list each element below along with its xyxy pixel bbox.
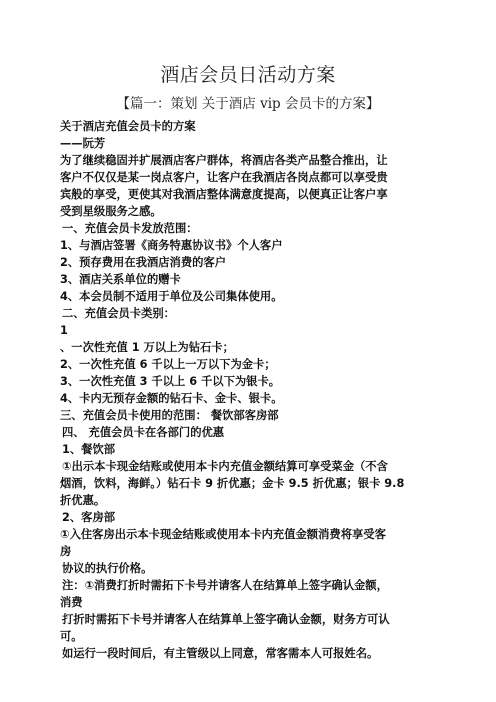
list-item: 、一次性充值 1 万以上为钻石卡； (60, 341, 234, 354)
note-line: 注：①消费打折时需拓下卡号并请客人在结算单上签字确认金额， (62, 579, 388, 592)
list-item: 4、卡内无预存金额的钻石卡、金卡、银卡。 (60, 392, 283, 405)
paragraph-line: 受到星级服务之感。 (60, 205, 162, 218)
list-item: 2、一次性充值 6 千以上一万以下为金卡； (60, 358, 276, 371)
section-heading: 三、充值会员卡使用的范围： 餐饮部客房部 (60, 409, 279, 422)
paragraph-line: 房 (60, 545, 72, 558)
list-item: 2、预存费用在我酒店消费的客户 (60, 256, 227, 269)
author-line: ——阮芳 (60, 137, 106, 150)
document-subtitle: 【篇一：策划 关于酒店 vip 会员卡的方案】 (116, 96, 380, 112)
list-item: 1、餐饮部 (62, 443, 116, 456)
section-heading: 二、充值会员卡类别： (62, 307, 175, 320)
note-line: 打折时需拓下卡号并请客人在结算单上签字确认金额，财务方可认 (62, 613, 390, 626)
paragraph-line: 折优惠。 (60, 494, 106, 507)
note-line: 可。 (60, 630, 83, 643)
list-item: 3、一次性充值 3 千以上 6 千以下为银卡。 (60, 375, 281, 388)
paragraph-line: 为了继续稳固并扩展酒店客户群体，将酒店各类产品整合推出，让 (60, 154, 388, 167)
paragraph-line: 宾般的享受，更使其对我酒店整体满意度提高，以便真正让客户享 (60, 188, 388, 201)
list-item: 4、本会员制不适用于单位及公司集体使用。 (60, 290, 283, 303)
paragraph-line: ①入住客房出示本卡现金结账或使用本卡内充值金额消费将享受客 (60, 528, 386, 541)
section-heading: 一、充值会员卡发放范围： (62, 222, 198, 235)
list-item: 1 (60, 324, 68, 337)
list-item: 2、客房部 (62, 511, 116, 524)
list-item: 3、酒店关系单位的赠卡 (60, 273, 181, 286)
paragraph-line: 客户不仅仅是某一岗点客户，让客户在我酒店各岗点都可以享受贵 (60, 171, 388, 184)
note-line: 消费 (60, 596, 83, 609)
section-heading: 四、 充值会员卡在各部门的优惠 (62, 426, 225, 439)
heading-line: 关于酒店充值会员卡的方案 (60, 120, 196, 133)
paragraph-line: ①出示本卡现金结账或使用本卡内充值金额结算可享受菜金（不含 (62, 460, 388, 473)
paragraph-line: 烟酒，饮料，海鲜。）钻石卡 9 折优惠；金卡 9.5 折优惠；银卡 9.8 (60, 477, 405, 490)
paragraph-line: 协议的执行价格。 (62, 562, 153, 575)
document-title: 酒店会员日活动方案 (160, 64, 336, 86)
document-body (60, 118, 440, 662)
note-line: 如运行一段时间后，有主管级以上同意，常客需本人可报姓名。 (62, 647, 379, 660)
list-item: 1、与酒店签署《商务特惠协议书》个人客户 (60, 239, 283, 252)
